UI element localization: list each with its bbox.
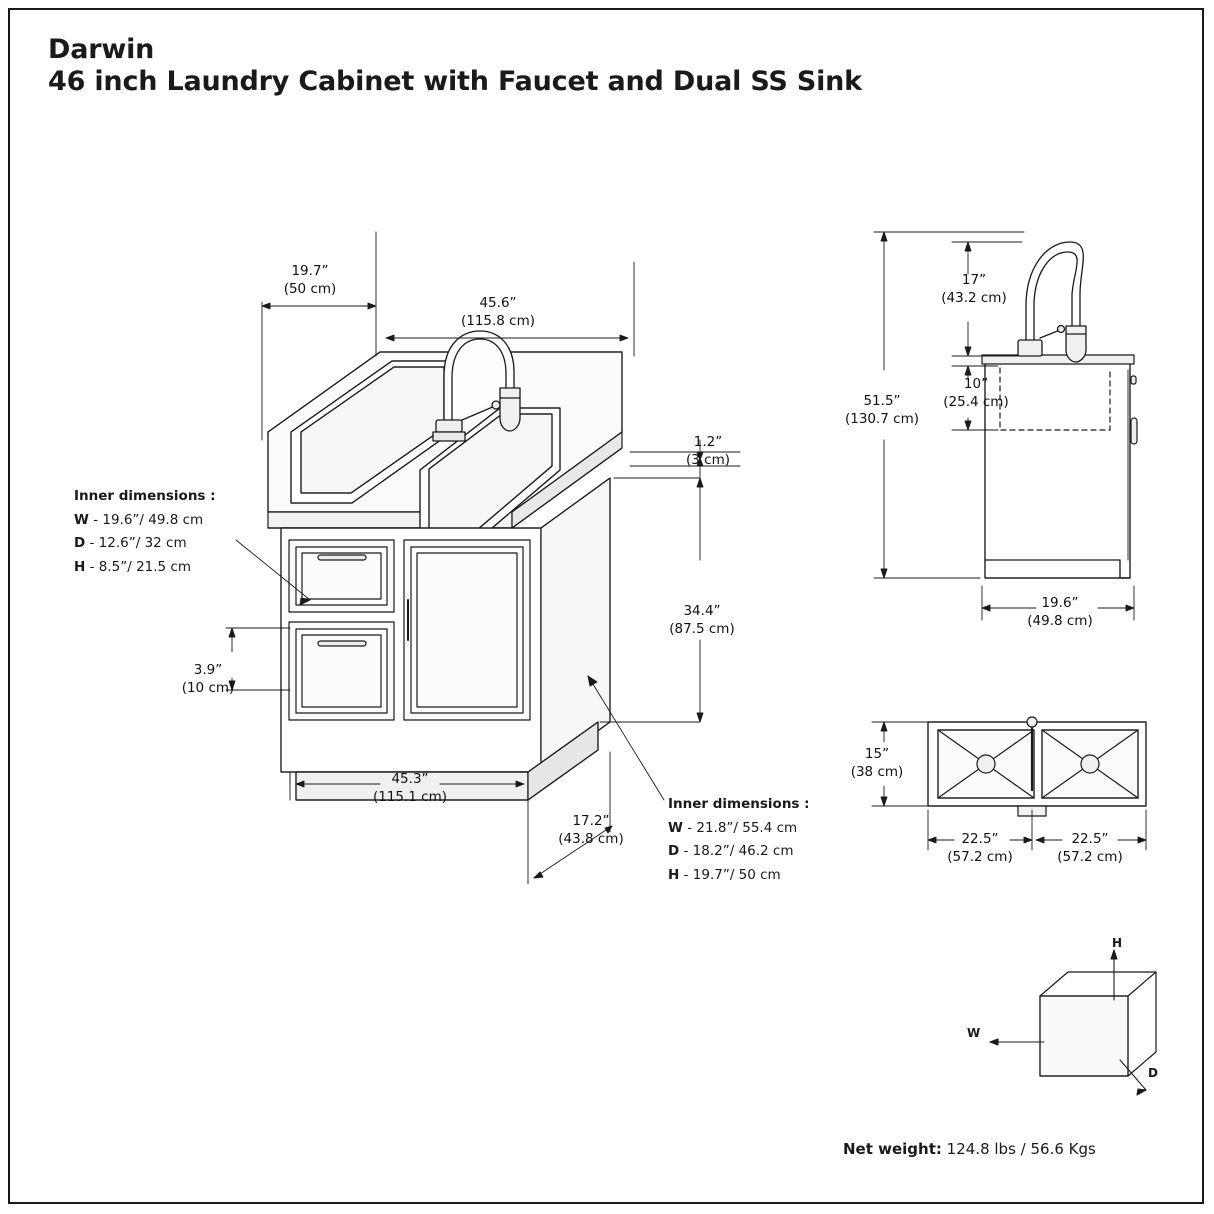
axis-label-h: H (1112, 936, 1123, 950)
dim-cabinet-depth-cm: (43.8 cm) (558, 831, 624, 848)
axis-label-w: W (967, 1026, 981, 1040)
inner-cabinet-row-d (668, 840, 810, 864)
dim-total-height-in: 51.5” (863, 393, 901, 409)
dim-depth-top (250, 262, 370, 298)
inner-drawer-key-d: D (74, 535, 86, 552)
inner-drawer-key-h: H (74, 558, 86, 575)
dim-cabinet-depth-in: 17.2” (572, 813, 610, 829)
dim-faucet-height (926, 271, 1022, 307)
inner-drawer-row-h (74, 556, 216, 580)
dim-sink-front-depth-cm: (38 cm) (850, 764, 904, 781)
dim-total-height (830, 392, 934, 428)
dim-cabinet-height-cm: (87.5 cm) (669, 621, 735, 638)
inner-cabinet-value-w: - 21.8”/ 55.4 cm (687, 819, 798, 836)
dim-width-top-cm: (115.8 cm) (460, 313, 536, 330)
dim-cabinet-depth (536, 812, 646, 848)
inner-cabinet-row-h (668, 864, 810, 888)
inner-drawer-heading: Inner dimensions : (74, 488, 216, 504)
dim-sink-front-depth (832, 745, 922, 781)
dim-depth-top-cm: (50 cm) (283, 281, 337, 298)
dim-cabinet-height (652, 602, 752, 638)
inner-drawer-value-w: - 19.6”/ 49.8 cm (93, 511, 204, 528)
inner-cabinet-heading: Inner dimensions : (668, 796, 810, 812)
cabinet-door (404, 540, 530, 720)
dim-sink-depth (928, 375, 1024, 411)
dim-toe-kick (168, 661, 248, 697)
dim-cabinet-width (340, 770, 480, 806)
inner-drawer-row-w (74, 509, 216, 533)
dim-faucet-height-cm: (43.2 cm) (941, 290, 1007, 307)
brand-title: Darwin (48, 34, 155, 65)
dim-faucet-height-in: 17” (961, 272, 987, 288)
dim-counter-thickness-cm: (3 cm) (686, 452, 730, 469)
dim-sink-depth-cm: (25.4 cm) (943, 394, 1009, 411)
axis-label-d: D (1148, 1066, 1158, 1080)
top-view (928, 717, 1146, 816)
dim-depth-top-in: 19.7” (291, 263, 329, 279)
net-weight (843, 1140, 1096, 1158)
product-title: 46 inch Laundry Cabinet with Faucet and Dual SS Sink (48, 65, 862, 97)
dim-bowl-left-in: 22.5” (961, 831, 999, 847)
dim-counter-thickness-in: 1.2” (693, 434, 723, 450)
dim-total-height-cm: (130.7 cm) (844, 411, 920, 428)
net-weight-label: Net weight: (843, 1140, 942, 1158)
net-weight-value: 124.8 lbs / 56.6 Kgs (946, 1140, 1096, 1158)
dim-sink-depth-in: 10” (963, 376, 989, 392)
dim-toe-kick-in: 3.9” (193, 662, 223, 678)
inner-dimensions-cabinet (668, 793, 810, 888)
inner-cabinet-value-h: - 19.7”/ 50 cm (683, 866, 781, 883)
dim-side-depth-in: 19.6” (1041, 595, 1079, 611)
drawer-lower (289, 622, 394, 720)
dim-bowl-left-cm: (57.2 cm) (947, 849, 1013, 866)
axis-cube (990, 950, 1156, 1095)
inner-dimensions-drawer (74, 485, 216, 580)
dim-bowl-right-cm: (57.2 cm) (1057, 849, 1123, 866)
dim-bowl-right (1040, 830, 1140, 866)
dim-width-top-in: 45.6” (479, 295, 517, 311)
inner-drawer-value-h: - 8.5”/ 21.5 cm (89, 558, 191, 575)
inner-cabinet-key-w: W (668, 819, 683, 836)
dim-side-depth (1008, 594, 1112, 630)
dim-bowl-right-in: 22.5” (1071, 831, 1109, 847)
inner-cabinet-row-w (668, 817, 810, 841)
dim-cabinet-width-cm: (115.1 cm) (372, 789, 448, 806)
dim-counter-thickness (673, 433, 743, 469)
dim-bowl-left (930, 830, 1030, 866)
inner-cabinet-key-h: H (668, 866, 680, 883)
inner-drawer-row-d (74, 532, 216, 556)
dim-cabinet-width-in: 45.3” (391, 771, 429, 787)
inner-cabinet-value-d: - 18.2”/ 46.2 cm (683, 843, 794, 860)
dim-toe-kick-cm: (10 cm) (181, 680, 235, 697)
dim-cabinet-height-in: 34.4” (683, 603, 721, 619)
dim-side-depth-cm: (49.8 cm) (1027, 613, 1093, 630)
inner-cabinet-key-d: D (668, 843, 680, 860)
inner-drawer-key-w: W (74, 511, 89, 528)
dim-sink-front-depth-in: 15” (864, 746, 890, 762)
dim-width-top (428, 294, 568, 330)
inner-drawer-value-d: - 12.6”/ 32 cm (89, 535, 187, 552)
